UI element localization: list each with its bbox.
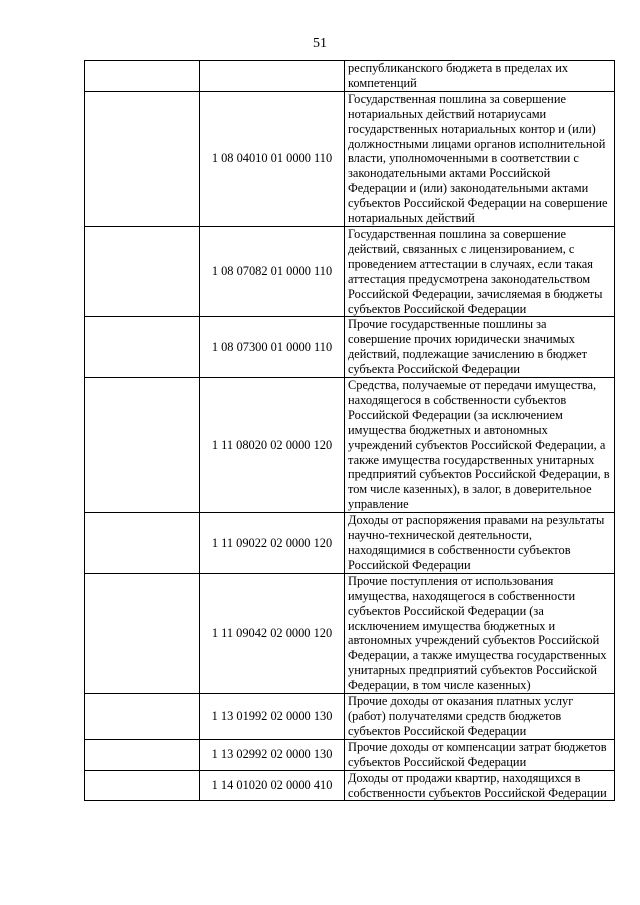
admin-code-cell <box>85 573 200 693</box>
table-row <box>85 226 615 316</box>
table-row <box>85 91 615 226</box>
budget-code-cell: 1 11 09022 02 0000 120 <box>200 513 345 574</box>
table-row <box>85 739 615 770</box>
admin-code-cell <box>85 770 200 801</box>
admin-code-cell <box>85 317 200 378</box>
table-row <box>85 61 615 92</box>
admin-code-cell <box>85 378 200 513</box>
admin-code-cell <box>85 226 200 316</box>
budget-code-cell: 1 08 07082 01 0000 110 <box>200 226 345 316</box>
budget-code-cell <box>200 61 345 92</box>
description-cell: Прочие поступления от использования имущества, находящегося в собственности субъектов Российской Федерации (за исключением имущества бюджетных и автономных учреждений субъектов Российской Федерации, а также имущества государственных унитарных предприятий субъектов Российской Федерации, в том числе казенных) <box>345 573 615 693</box>
admin-code-cell <box>85 513 200 574</box>
description-cell: Доходы от продажи квартир, находящихся в собственности субъектов Российской Федерации <box>345 770 615 801</box>
description-cell: Доходы от распоряжения правами на результаты научно-технической деятельности, находящимися в собственности субъектов Российской Федерации <box>345 513 615 574</box>
budget-code-cell: 1 08 04010 01 0000 110 <box>200 91 345 226</box>
admin-code-cell <box>85 61 200 92</box>
table-row <box>85 513 615 574</box>
table-row <box>85 317 615 378</box>
admin-code-cell <box>85 694 200 740</box>
description-cell: Прочие государственные пошлины за совершение прочих юридически значимых действий, подлежащие зачислению в бюджет субъекта Российской Федерации <box>345 317 615 378</box>
description-cell: Государственная пошлина за совершение действий, связанных с лицензированием, с проведением аттестации в случаях, если такая аттестация предусмотрена законодательством Российской Федерации, зачисляемая в бюджеты субъектов Российской Федерации <box>345 226 615 316</box>
table-row <box>85 573 615 693</box>
description-cell: республиканского бюджета в пределах их компетенций <box>345 61 615 92</box>
budget-code-table <box>84 60 615 801</box>
admin-code-cell <box>85 91 200 226</box>
page-number: 51 <box>313 36 327 51</box>
admin-code-cell <box>85 739 200 770</box>
description-cell: Прочие доходы от компенсации затрат бюджетов субъектов Российской Федерации <box>345 739 615 770</box>
budget-code-cell: 1 14 01020 02 0000 410 <box>200 770 345 801</box>
budget-code-cell: 1 13 01992 02 0000 130 <box>200 694 345 740</box>
table-row <box>85 694 615 740</box>
budget-code-cell: 1 11 08020 02 0000 120 <box>200 378 345 513</box>
table-row <box>85 378 615 513</box>
description-cell: Прочие доходы от оказания платных услуг (работ) получателями средств бюджетов субъектов Российской Федерации <box>345 694 615 740</box>
budget-code-cell: 1 13 02992 02 0000 130 <box>200 739 345 770</box>
table-row <box>85 770 615 801</box>
budget-code-cell: 1 11 09042 02 0000 120 <box>200 573 345 693</box>
description-cell: Государственная пошлина за совершение нотариальных действий нотариусами государственных нотариальных контор и (или) должностными лицами органов исполнительной власти, уполномоченными в соответствии с законодательными актами Российской Федерации и (или) законодательными актами субъектов Российской Федерации на совершение нотариальных действий <box>345 91 615 226</box>
description-cell: Средства, получаемые от передачи имущества, находящегося в собственности субъектов Российской Федерации (за исключением имущества бюджетных и автономных учреждений субъектов Российской Федерации, а также имущества государственных унитарных предприятий субъектов Российской Федерации, в том числе казенных), в залог, в доверительное управление <box>345 378 615 513</box>
budget-code-cell: 1 08 07300 01 0000 110 <box>200 317 345 378</box>
